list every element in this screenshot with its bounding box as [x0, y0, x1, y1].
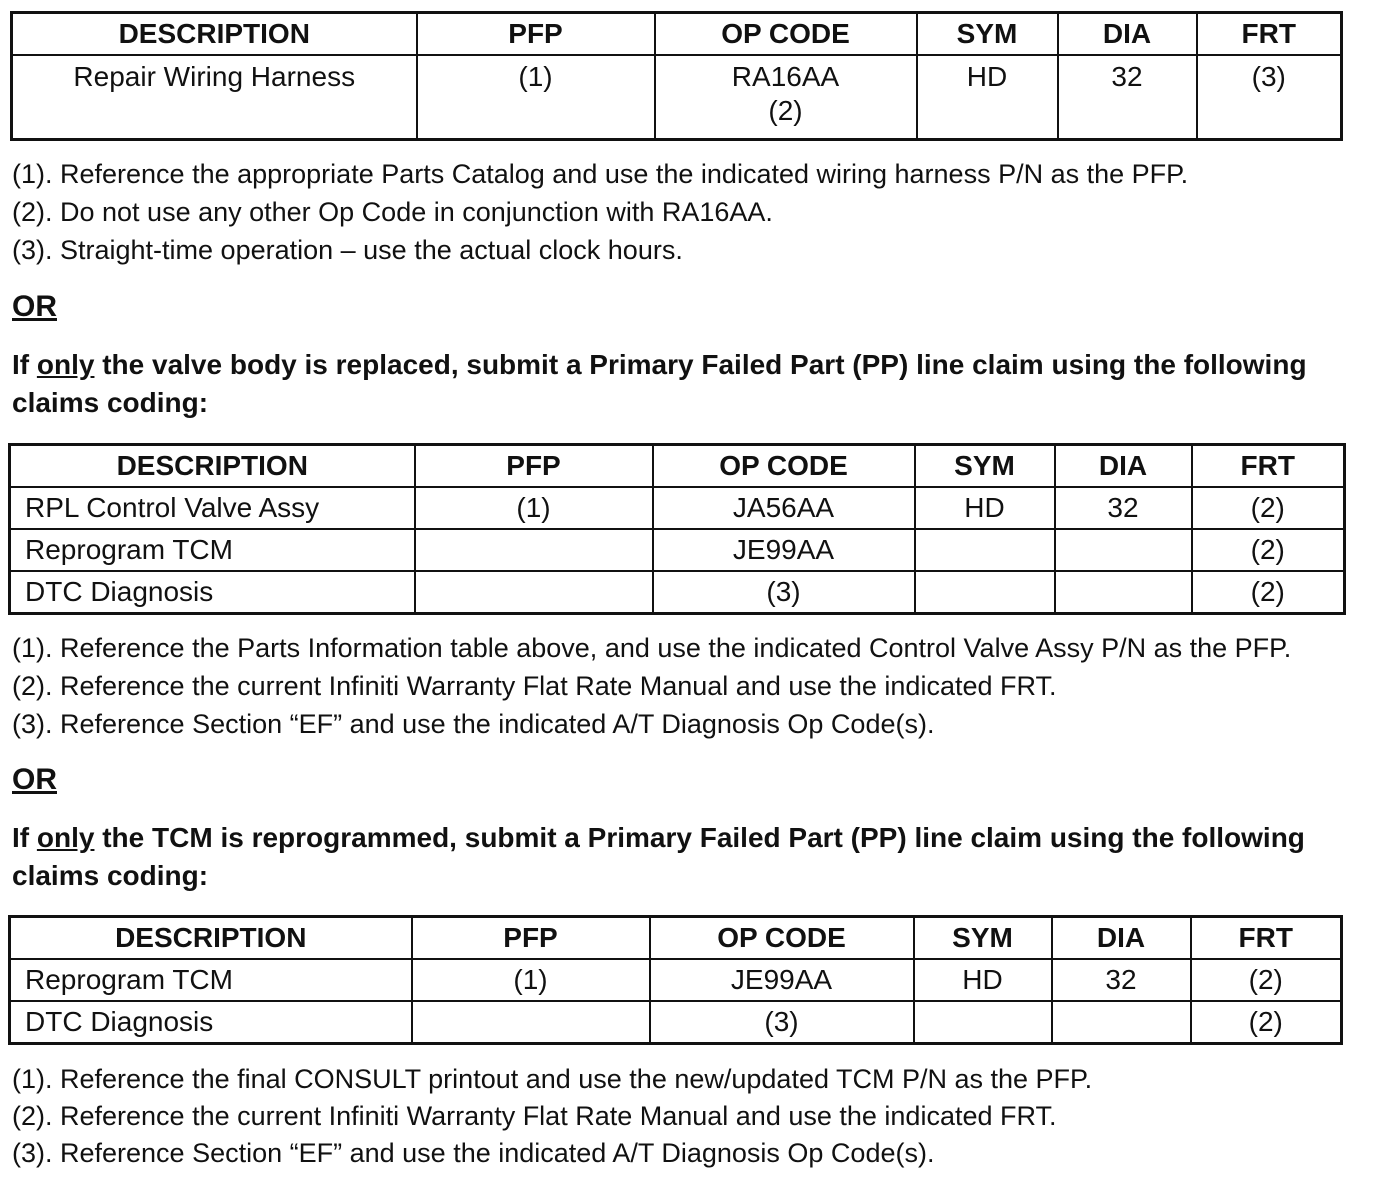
cell-description: Reprogram TCM — [10, 529, 415, 571]
table1-note-3: (3). Straight-time operation – use the actual clock hours. — [12, 235, 683, 265]
table1-note-2: (2). Do not use any other Op Code in conjunction with RA16AA. — [12, 197, 773, 227]
table2-note-3: (3). Reference Section “EF” and use the indicated A/T Diagnosis Op Code(s). — [12, 709, 935, 739]
cell-pfp — [415, 571, 653, 614]
header-pfp: PFP — [417, 13, 655, 56]
header-description: DESCRIPTION — [12, 13, 417, 56]
op-code-value: RA16AA — [731, 61, 840, 92]
cell-dia — [1055, 571, 1192, 614]
cell-description: DTC Diagnosis — [10, 571, 415, 614]
intro-emphasis: only — [36, 822, 95, 853]
header-dia: DIA — [1058, 13, 1197, 56]
cell-op-code: JA56AA — [653, 487, 915, 529]
header-frt: FRT — [1197, 13, 1342, 56]
table3-note-2: (2). Reference the current Infiniti Warranty Flat Rate Manual and use the indicated FRT. — [12, 1101, 1057, 1131]
cell-frt: (2) — [1192, 529, 1345, 571]
cell-sym: HD — [915, 487, 1055, 529]
cell-description: Reprogram TCM — [10, 959, 412, 1001]
cell-sym: HD — [917, 55, 1058, 140]
cell-pfp: (1) — [412, 959, 650, 1001]
cell-frt: (2) — [1192, 571, 1345, 614]
cell-dia — [1052, 1001, 1191, 1044]
header-description: DESCRIPTION — [10, 445, 415, 488]
header-dia: DIA — [1052, 917, 1191, 960]
cell-frt: (2) — [1191, 959, 1342, 1001]
table-header-row — [12, 13, 1342, 56]
cell-dia: 32 — [1052, 959, 1191, 1001]
or-separator-1: OR — [12, 290, 57, 323]
header-dia: DIA — [1055, 445, 1192, 488]
table3-note-1: (1). Reference the final CONSULT printout and use the new/updated TCM P/N as the PFP. — [12, 1064, 1093, 1094]
header-sym: SYM — [914, 917, 1052, 960]
intro-text: the TCM is reprogrammed, submit a Primary Failed Part (PP) line claim using the following claims coding: — [12, 822, 1305, 891]
cell-description: Repair Wiring Harness — [12, 55, 417, 140]
table2-note-2: (2). Reference the current Infiniti Warranty Flat Rate Manual and use the indicated FRT. — [12, 671, 1057, 701]
header-frt: FRT — [1191, 917, 1342, 960]
cell-op-code — [655, 55, 917, 140]
header-sym: SYM — [915, 445, 1055, 488]
cell-op-code: JE99AA — [650, 959, 914, 1001]
section3-intro — [12, 819, 1332, 895]
valve-body-claims-table — [8, 443, 1346, 615]
table-header-row — [10, 917, 1342, 960]
cell-dia — [1055, 529, 1192, 571]
cell-op-code: (3) — [653, 571, 915, 614]
table-row — [10, 529, 1345, 571]
table1-note-1: (1). Reference the appropriate Parts Catalog and use the indicated wiring harness P/N as the PFP. — [12, 159, 1189, 189]
wiring-harness-claims-table — [10, 11, 1343, 141]
op-code-footnote: (2) — [768, 95, 803, 126]
header-frt: FRT — [1192, 445, 1345, 488]
section2-intro — [12, 346, 1332, 422]
table-row — [10, 959, 1342, 1001]
cell-sym — [914, 1001, 1052, 1044]
header-op-code: OP CODE — [655, 13, 917, 56]
header-description: DESCRIPTION — [10, 917, 412, 960]
table3-note-3: (3). Reference Section “EF” and use the indicated A/T Diagnosis Op Code(s). — [12, 1138, 935, 1168]
cell-pfp — [415, 529, 653, 571]
cell-pfp: (1) — [415, 487, 653, 529]
cell-sym — [915, 571, 1055, 614]
table-row — [10, 571, 1345, 614]
cell-frt: (3) — [1197, 55, 1342, 140]
or-separator-2: OR — [12, 763, 57, 796]
cell-frt: (2) — [1191, 1001, 1342, 1044]
cell-dia: 32 — [1058, 55, 1197, 140]
cell-description: RPL Control Valve Assy — [10, 487, 415, 529]
cell-pfp: (1) — [417, 55, 655, 140]
table-row — [10, 1001, 1342, 1044]
table2-note-1: (1). Reference the Parts Information table above, and use the indicated Control Valve Assy P/N as the PFP. — [12, 633, 1292, 663]
tcm-reprogram-claims-table — [8, 915, 1343, 1045]
header-pfp: PFP — [412, 917, 650, 960]
table-row — [12, 55, 1342, 140]
header-sym: SYM — [917, 13, 1058, 56]
header-op-code: OP CODE — [650, 917, 914, 960]
intro-prefix: If — [12, 822, 37, 853]
cell-description: DTC Diagnosis — [10, 1001, 412, 1044]
cell-frt: (2) — [1192, 487, 1345, 529]
header-op-code: OP CODE — [653, 445, 915, 488]
intro-text: the valve body is replaced, submit a Primary Failed Part (PP) line claim using the following claims coding: — [12, 349, 1307, 418]
cell-pfp — [412, 1001, 650, 1044]
intro-emphasis: only — [36, 349, 95, 380]
table-row — [10, 487, 1345, 529]
cell-sym: HD — [914, 959, 1052, 1001]
table-header-row — [10, 445, 1345, 488]
cell-dia: 32 — [1055, 487, 1192, 529]
cell-sym — [915, 529, 1055, 571]
cell-op-code: (3) — [650, 1001, 914, 1044]
header-pfp: PFP — [415, 445, 653, 488]
intro-prefix: If — [12, 349, 37, 380]
cell-op-code: JE99AA — [653, 529, 915, 571]
